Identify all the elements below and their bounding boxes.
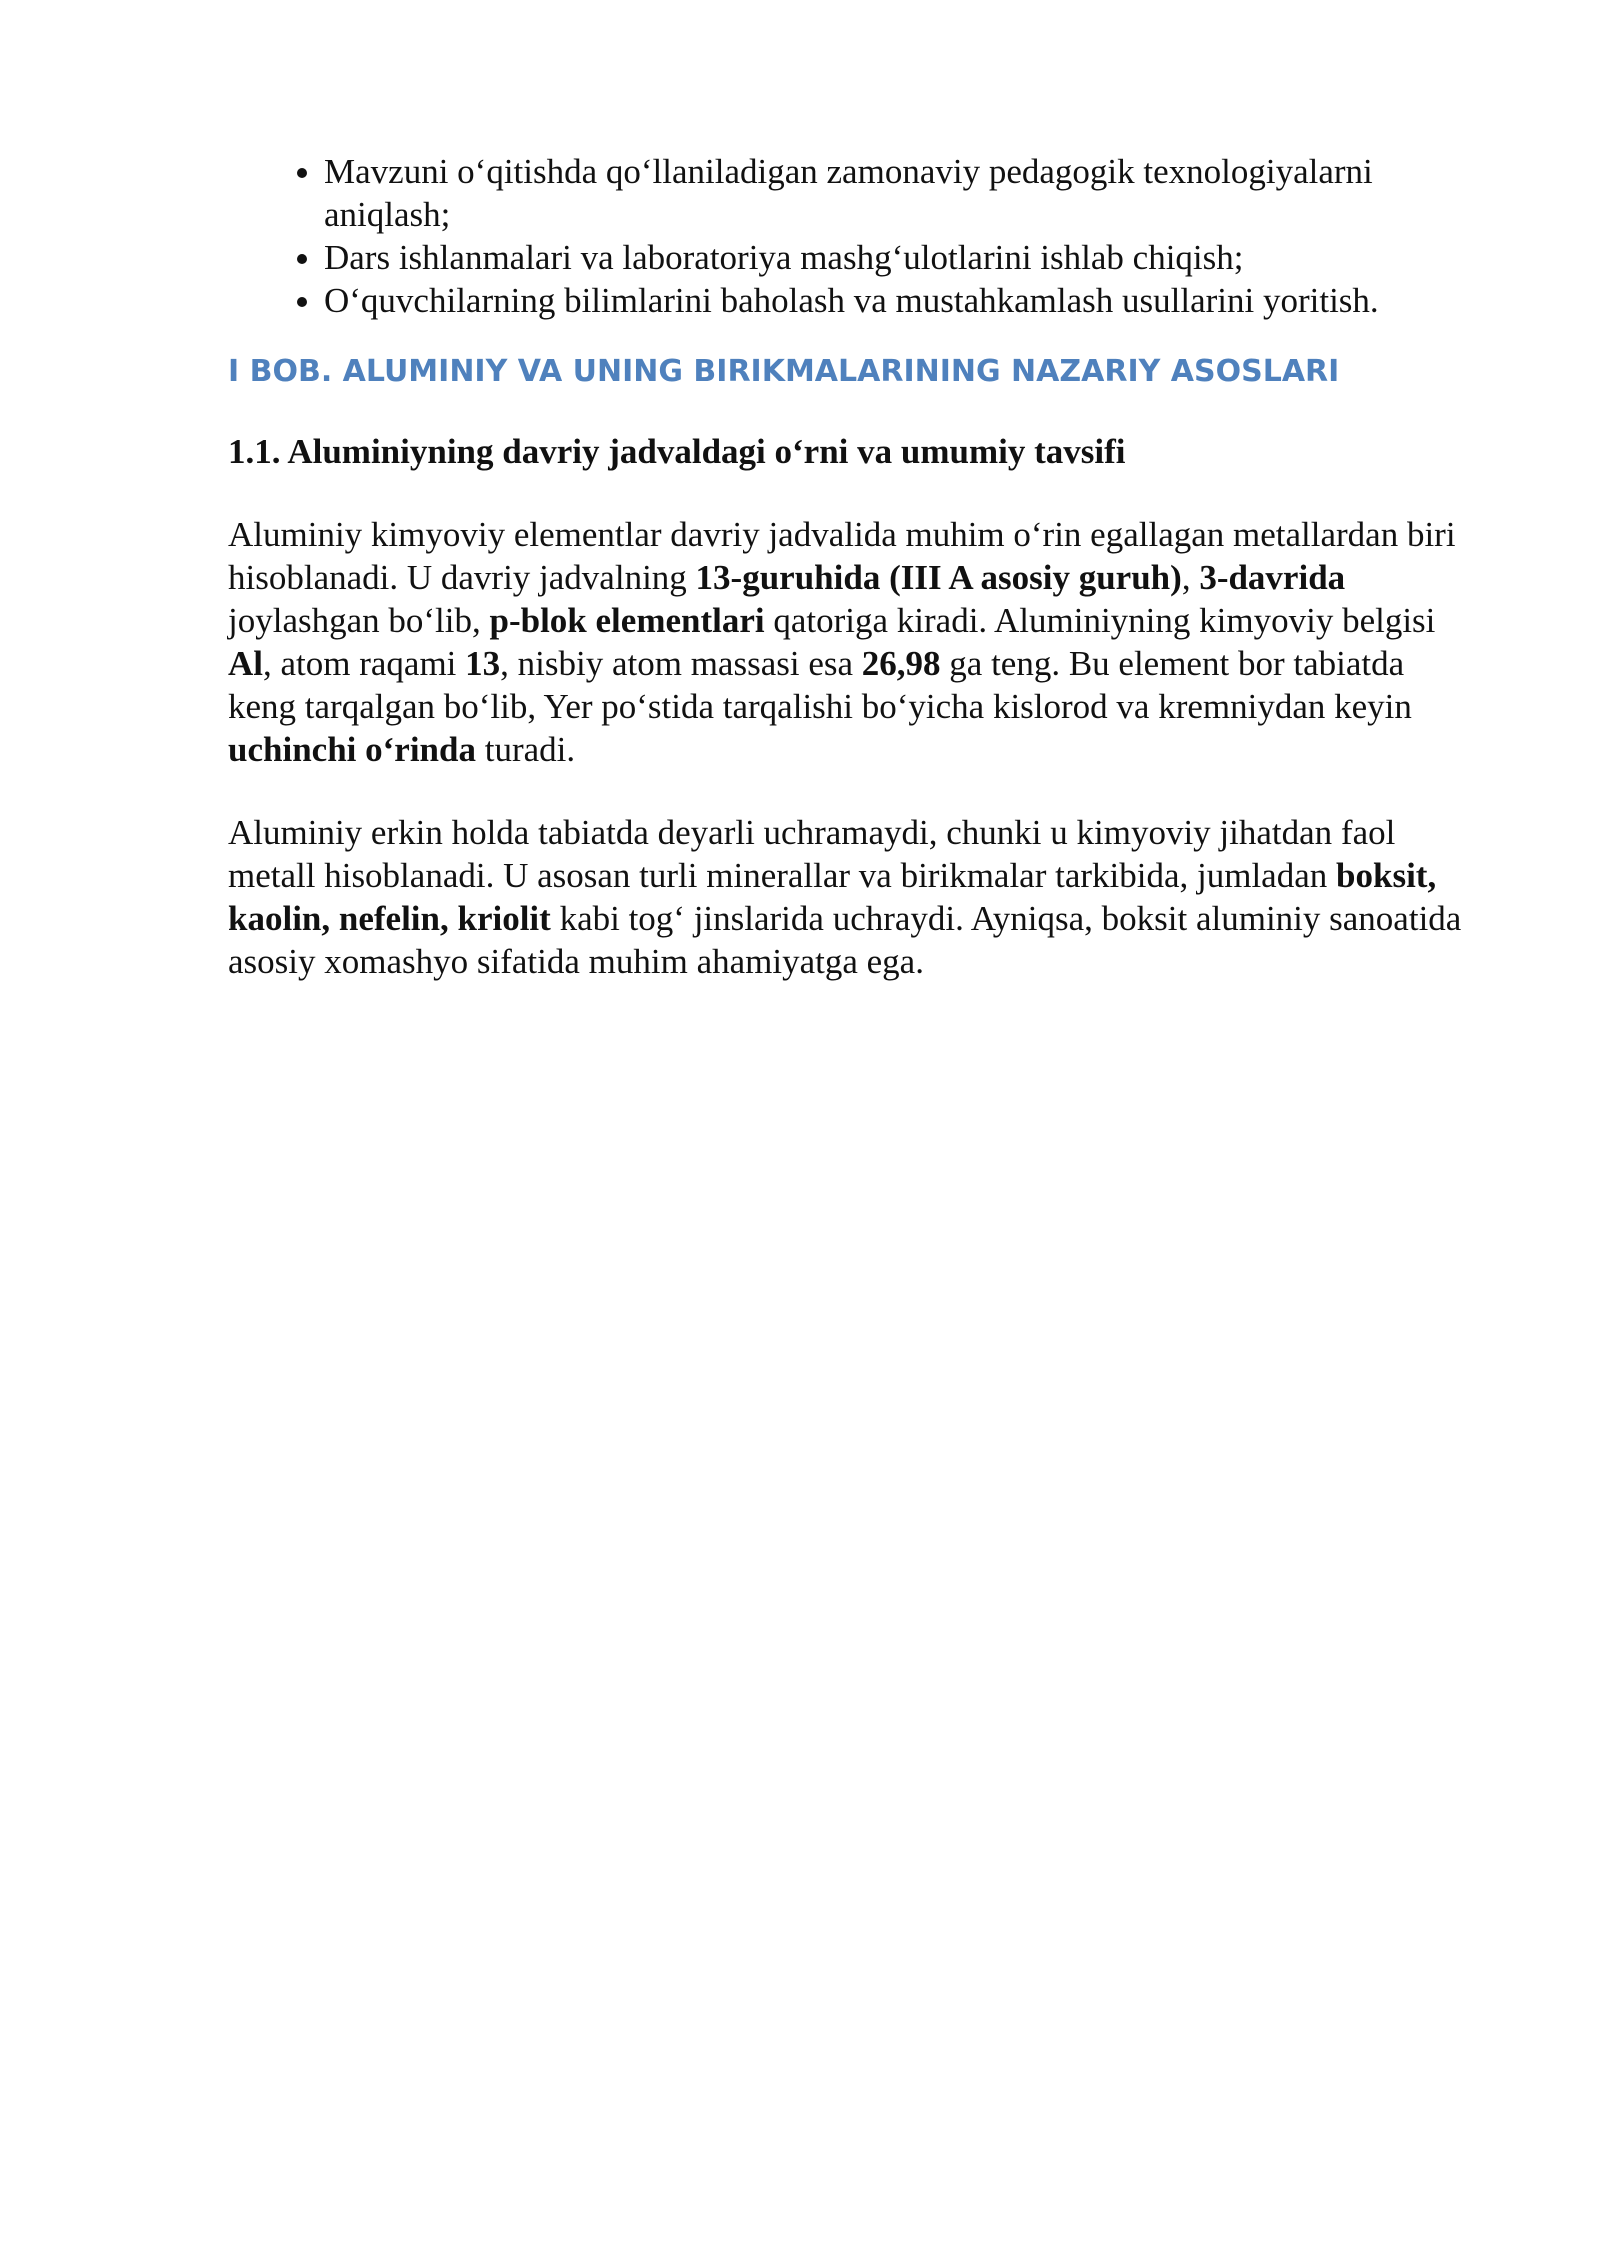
bold-text: 13 [465, 644, 501, 683]
bold-text: 26,98 [861, 644, 941, 683]
text-run: , [1181, 558, 1200, 597]
paragraph-position [228, 513, 1468, 771]
bold-text: 3-davrida [1199, 558, 1346, 597]
chapter-heading: I BOB. ALUMINIY VA UNING BIRIKMALARINING NAZARIY ASOSLARI [228, 354, 1340, 389]
text-run: , nisbiy atom massasi esa [500, 644, 862, 683]
text-run: ga teng. Bu element bor tabiatda keng tarqalgan bo‘lib, Yer po‘stida tarqalishi bo‘yicha kislorod va kremniydan keyin [228, 644, 1412, 726]
text-run: qatoriga kiradi. Aluminiyning kimyoviy belgisi [764, 601, 1436, 640]
list-item: • O‘quvchilarning bilimlarini baholash va mustahkamlash usullarini yoritish. [324, 279, 1468, 322]
objectives-list [228, 150, 1468, 322]
bold-text: boksit, kaolin, nefelin, kriolit [228, 856, 1437, 938]
text-run: joylashgan bo‘lib, [228, 601, 490, 640]
text-run: , atom raqami [263, 644, 466, 683]
list-item: • Dars ishlanmalari va laboratoriya mashg‘ulotlarini ishlab chiqish; [324, 236, 1468, 279]
text-run: Aluminiy erkin holda tabiatda deyarli uchramaydi, chunki u kimyoviy jihatdan faol metall hisoblanadi. U asosan turli minerallar va birikmalar tarkibida, jumladan [228, 813, 1396, 895]
text-run: kabi tog‘ jinslarida uchraydi. Ayniqsa, boksit aluminiy sanoatida asosiy xomashyo sifatida muhim ahamiyatga ega. [228, 899, 1462, 981]
bold-text: Al [228, 644, 263, 683]
text-run: Aluminiy kimyoviy elementlar davriy jadvalida muhim o‘rin egallagan metallardan biri hisoblanadi. U davriy jadvalning [228, 515, 1456, 597]
list-item: • Mavzuni o‘qitishda qo‘llaniladigan zamonaviy pedagogik texnologiyalarni aniqlash; [324, 150, 1468, 236]
document-page [228, 150, 1468, 983]
bold-text: uchinchi o‘rinda [228, 730, 476, 769]
text-run: turadi. [475, 730, 576, 769]
section-heading: 1.1. Aluminiyning davriy jadvaldagi o‘rni va umumiy tavsifi [228, 432, 1126, 471]
bold-text: p-blok elementlari [489, 601, 765, 640]
paragraph-occurrence [228, 811, 1468, 983]
bold-text: 13-guruhida (III A asosiy guruh) [695, 558, 1182, 597]
